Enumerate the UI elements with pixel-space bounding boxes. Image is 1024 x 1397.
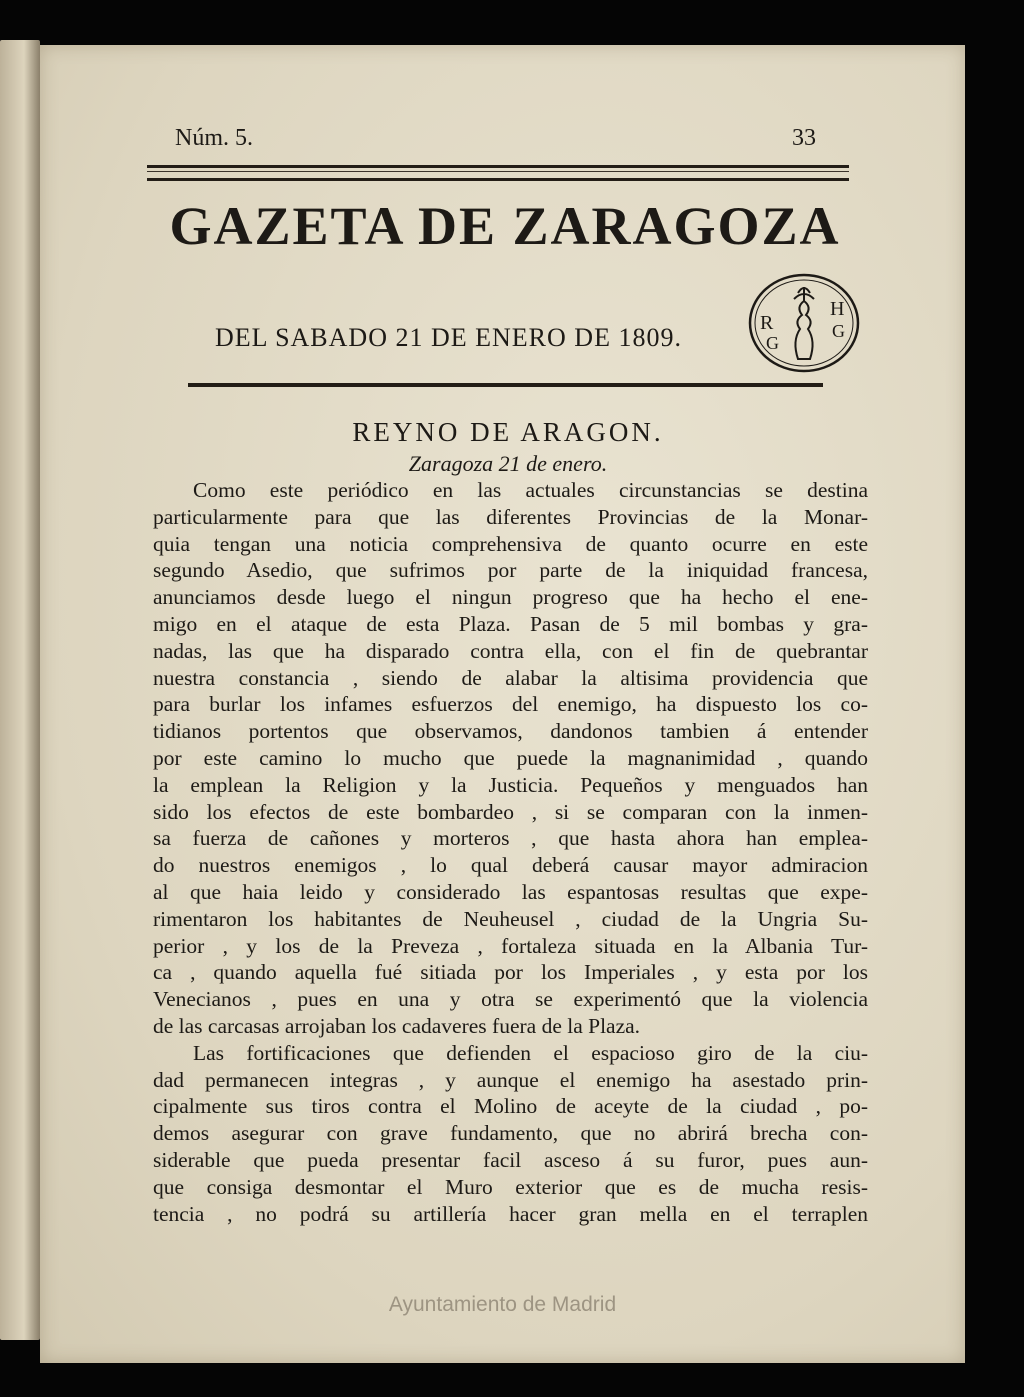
text-line: cipalmente sus tiros contra el Molino de aceyte de la ciudad , po- bbox=[153, 1094, 868, 1119]
text-line: quia tengan una noticia comprehensiva de quanto ocurre en este bbox=[153, 531, 868, 556]
text-line: nuestra constancia , siendo de alabar la altisima providencia que bbox=[153, 665, 868, 690]
article-body bbox=[153, 477, 868, 1227]
text-line: particularmente para que las diferentes Provincias de la Monar- bbox=[153, 504, 868, 529]
text-line: dad permanecen integras , y aunque el enemigo ha asestado prin- bbox=[153, 1067, 868, 1092]
svg-text:G: G bbox=[832, 321, 845, 341]
text-line: segundo Asedio, que sufrimos por parte de la iniquidad francesa, bbox=[153, 558, 868, 583]
text-line: Venecianos , pues en una y otra se experimentó que la violencia bbox=[153, 987, 868, 1012]
masthead-title: GAZETA DE ZARAGOZA bbox=[169, 196, 841, 256]
single-rule bbox=[188, 383, 823, 387]
text-line: por este camino lo mucho que puede la magnanimidad , quando bbox=[153, 745, 868, 770]
page-number: 33 bbox=[792, 125, 816, 151]
text-line: migo en el ataque de esta Plaza. Pasan de 5 mil bombas y gra- bbox=[153, 611, 868, 636]
svg-text:R: R bbox=[760, 312, 774, 334]
adjacent-page-edge bbox=[0, 40, 40, 1340]
svg-text:G: G bbox=[766, 333, 779, 353]
royal-seal-icon bbox=[746, 271, 864, 375]
text-line: ca , quando aquella fué sitiada por los Imperiales , y esta por los bbox=[153, 960, 868, 985]
text-line: para burlar los infames esfuerzos del enemigo, ha dispuesto los co- bbox=[153, 692, 868, 717]
text-line: rimentaron los habitantes de Neuheusel , ciudad de la Ungria Su- bbox=[153, 906, 868, 931]
issue-number: Núm. 5. bbox=[175, 125, 253, 151]
text-line: perior , y los de la Preveza , fortaleza situada en la Albania Tur- bbox=[153, 933, 868, 958]
text-line: de las carcasas arrojaban los cadaveres fuera de la Plaza. bbox=[153, 1013, 641, 1038]
double-rule bbox=[147, 165, 849, 181]
text-line: anunciamos desde luego el ningun progreso que ha hecho el ene- bbox=[153, 585, 868, 610]
text-line: nadas, las que ha disparado contra ella, con el fin de quebrantar bbox=[153, 638, 868, 663]
text-line: la emplean la Religion y la Justicia. Pequeños y menguados han bbox=[153, 772, 868, 797]
text-line: Las fortificaciones que defienden el espacioso giro de la ciu- bbox=[193, 1040, 868, 1065]
text-line: tidianos portentos que observamos, dandonos tambien á entender bbox=[153, 719, 868, 744]
newspaper-page bbox=[40, 45, 965, 1363]
text-line: siderable que pueda presentar facil asceso á su furor, pues aun- bbox=[153, 1147, 868, 1172]
text-line: demos asegurar con grave fundamento, que no abrirá brecha con- bbox=[153, 1121, 868, 1146]
text-line: do nuestros enemigos , lo qual deberá causar mayor admiracion bbox=[153, 853, 868, 878]
dateline: DEL SABADO 21 DE ENERO DE 1809. bbox=[215, 323, 682, 352]
text-line: al que haia leido y considerado las espantosas resultas que expe- bbox=[153, 879, 868, 904]
section-heading: REYNO DE ARAGON. bbox=[352, 417, 664, 447]
text-line: sido los efectos de este bombardeo , si se comparan con la inmen- bbox=[153, 799, 868, 824]
svg-text:H: H bbox=[830, 298, 845, 320]
text-line: Como este periódico en las actuales circunstancias se destina bbox=[193, 478, 868, 502]
text-line: tencia , no podrá su artillería hacer gran mella en el terraplen bbox=[153, 1201, 868, 1226]
place-date: Zaragoza 21 de enero. bbox=[408, 451, 608, 476]
watermark: Ayuntamiento de Madrid bbox=[388, 1293, 617, 1316]
text-line: que consiga desmontar el Muro exterior que es de mucha resis- bbox=[153, 1174, 868, 1199]
text-line: sa fuerza de cañones y morteros , que hasta ahora han emplea- bbox=[153, 826, 868, 851]
